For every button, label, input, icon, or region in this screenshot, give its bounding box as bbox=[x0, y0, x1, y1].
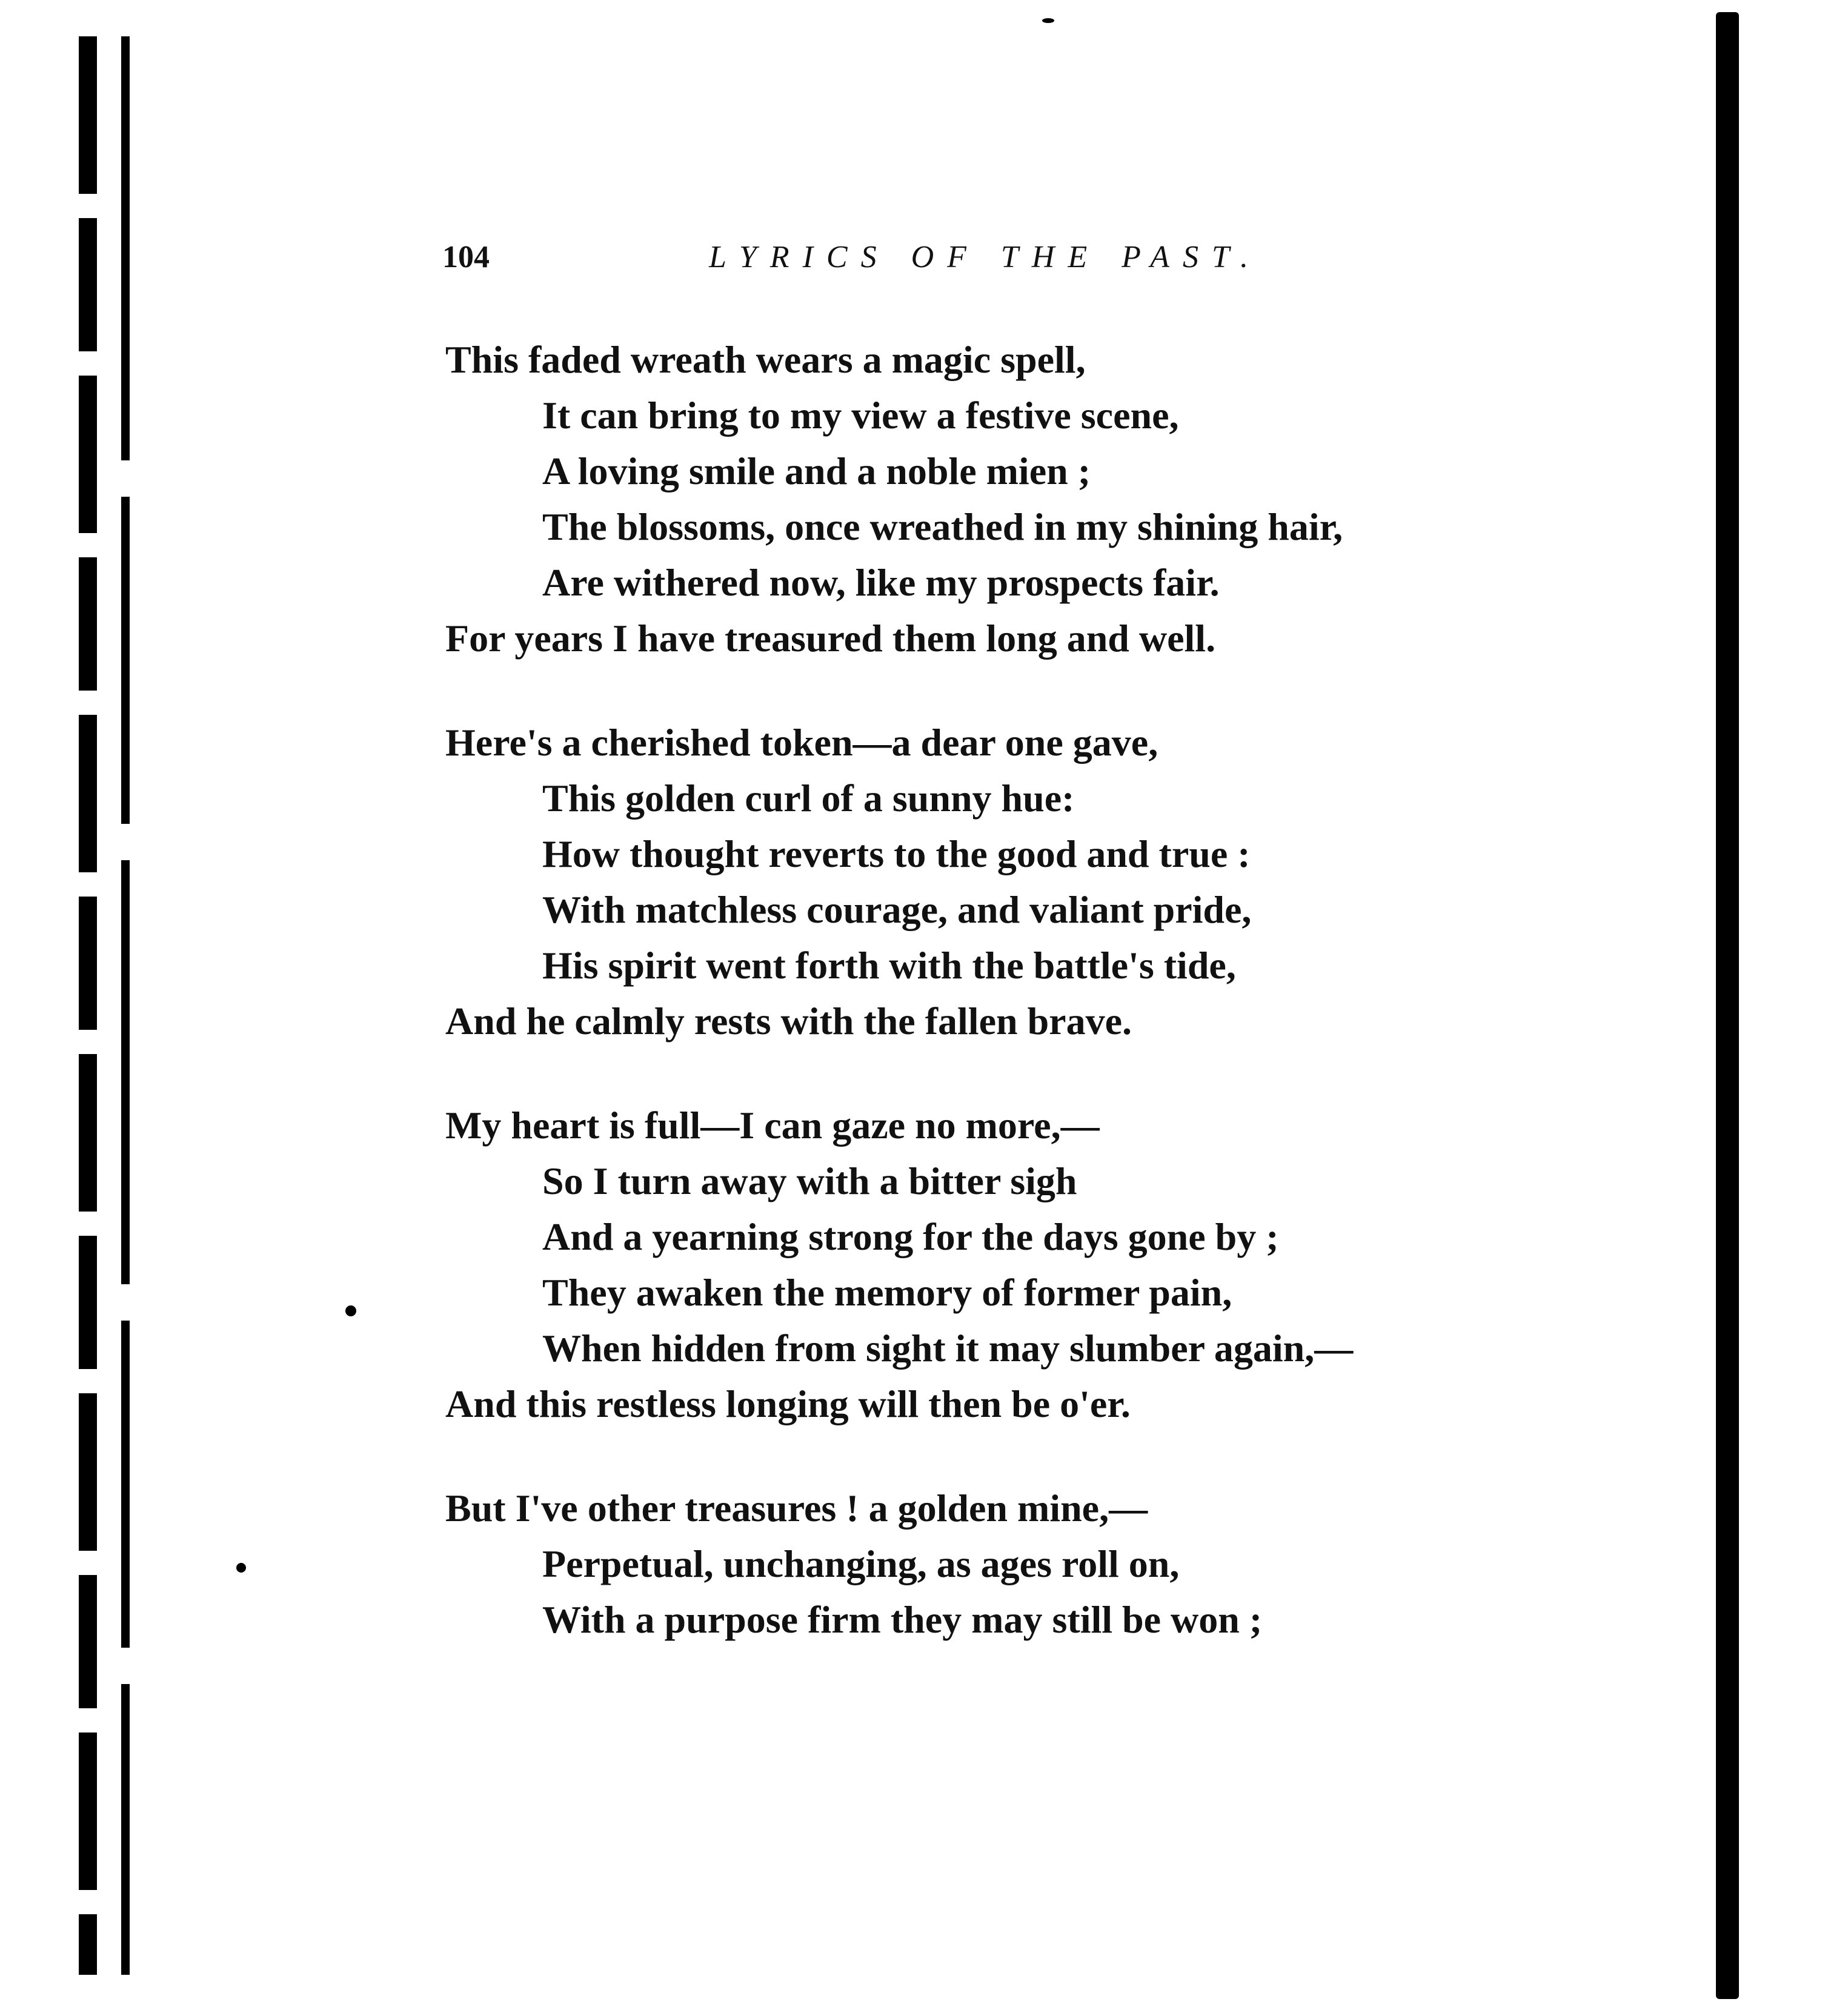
poem-line: And this restless longing will then be o'er. bbox=[445, 1382, 1131, 1425]
poem-line: And a yearning strong for the days gone by ; bbox=[542, 1215, 1279, 1258]
ink-speck bbox=[1042, 18, 1054, 23]
stanza bbox=[445, 1098, 1536, 1432]
poem-line: With a purpose firm they may still be won ; bbox=[542, 1598, 1263, 1641]
poem-line: When hidden from sight it may slumber again,— bbox=[542, 1327, 1354, 1370]
stanza bbox=[445, 715, 1536, 1049]
poem-line: This faded wreath wears a magic spell, bbox=[445, 338, 1086, 381]
poem-line: A loving smile and a noble mien ; bbox=[542, 449, 1091, 492]
running-title: LYRICS OF THE PAST. bbox=[709, 240, 1261, 274]
ink-speck bbox=[345, 1305, 356, 1316]
poem-line: With matchless courage, and valiant pride, bbox=[542, 888, 1252, 931]
poem-line: This golden curl of a sunny hue: bbox=[542, 777, 1075, 820]
poem-body bbox=[445, 332, 1536, 1696]
page-edge-right-inner bbox=[1733, 291, 1739, 1987]
poem-line: They awaken the memory of former pain, bbox=[542, 1271, 1232, 1314]
poem-line: His spirit went forth with the battle's tide, bbox=[542, 944, 1236, 987]
poem-line: How thought reverts to the good and true : bbox=[542, 832, 1251, 875]
running-header bbox=[442, 239, 1266, 282]
stanza bbox=[445, 332, 1536, 666]
page-edge-left-inner bbox=[121, 36, 130, 1975]
poem-line: So I turn away with a bitter sigh bbox=[542, 1159, 1077, 1202]
poem-line: But I've other treasures ! a golden mine,— bbox=[445, 1487, 1148, 1530]
poem-line: The blossoms, once wreathed in my shining hair, bbox=[542, 505, 1343, 548]
poem-line: Perpetual, unchanging, as ages roll on, bbox=[542, 1542, 1180, 1585]
poem-line: And he calmly rests with the fallen brave. bbox=[445, 1000, 1132, 1043]
poem-line: For years I have treasured them long and well. bbox=[445, 617, 1216, 660]
poem-line: My heart is full—I can gaze no more,— bbox=[445, 1104, 1100, 1147]
ink-speck bbox=[236, 1563, 246, 1573]
poem-line: Here's a cherished token—a dear one gave, bbox=[445, 721, 1158, 764]
poem-line: Are withered now, like my prospects fair. bbox=[542, 561, 1220, 604]
stanza bbox=[445, 1480, 1536, 1648]
page-edge-left bbox=[79, 36, 97, 1975]
page-number: 104 bbox=[442, 240, 490, 274]
poem-line: It can bring to my view a festive scene, bbox=[542, 394, 1179, 437]
